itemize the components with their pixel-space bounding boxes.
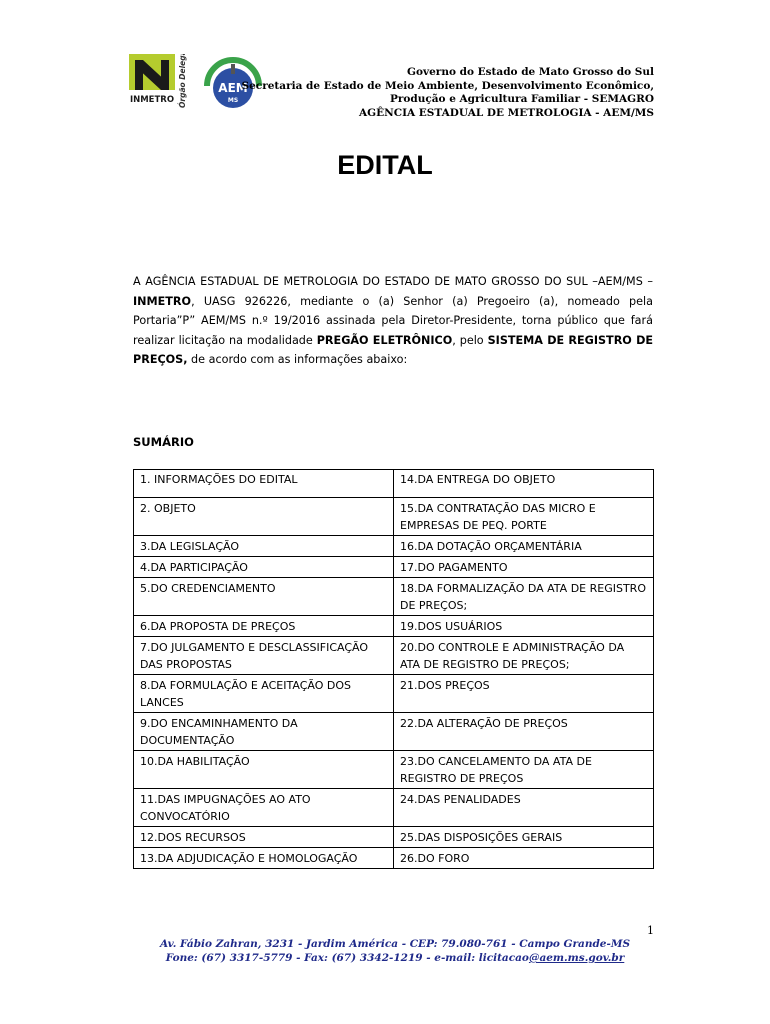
sumario-cell-right: 26.DO FORO [394, 848, 654, 869]
header-org-text [242, 66, 654, 120]
footer-contact [0, 951, 770, 965]
footer-address: Av. Fábio Zahran, 3231 - Jardim América - CEP: 79.080-761 - Campo Grande-MS [159, 938, 631, 950]
sumario-cell-right: 25.DAS DISPOSIÇÕES GERAIS [394, 827, 654, 848]
sumario-cell-right: 24.DAS PENALIDADES [394, 789, 654, 827]
sumario-cell-left: 3.DA LEGISLAÇÃO [134, 536, 394, 557]
sumario-cell-right: 21.DOS PREÇOS [394, 675, 654, 713]
aem-logo-sub: MS [227, 97, 239, 104]
sumario-cell-right: 15.DA CONTRATAÇÃO DAS MICRO E EMPRESAS DE PEQ. PORTE [394, 498, 654, 536]
table-row [134, 557, 654, 578]
sumario-cell-right: 23.DO CANCELAMENTO DA ATA DE REGISTRO DE PREÇOS [394, 751, 654, 789]
sumario-cell-right: 17.DO PAGAMENTO [394, 557, 654, 578]
table-row [134, 751, 654, 789]
sumario-cell-left: 2. OBJETO [134, 498, 394, 536]
footer-email-link[interactable]: @aem.ms.gov.br [528, 952, 625, 964]
intro-text-1: A AGÊNCIA ESTADUAL DE METROLOGIA DO ESTADO DE MATO GROSSO DO SUL –AEM/MS – [133, 275, 653, 288]
footer [0, 937, 770, 965]
sumario-table [133, 469, 654, 869]
sumario-cell-left: 5.DO CREDENCIAMENTO [134, 578, 394, 616]
page-number: 1 [647, 924, 654, 937]
sumario-cell-left: 8.DA FORMULAÇÃO E ACEITAÇÃO DOS LANCES [134, 675, 394, 713]
sumario-cell-right: 16.DA DOTAÇÃO ORÇAMENTÁRIA [394, 536, 654, 557]
table-row [134, 713, 654, 751]
table-row [134, 848, 654, 869]
sumario-cell-right: 14.DA ENTREGA DO OBJETO [394, 470, 654, 498]
sumario-cell-left: 1. INFORMAÇÕES DO EDITAL [134, 470, 394, 498]
intro-text-3: , pelo [452, 333, 488, 347]
intro-text-4: de acordo com as informações abaixo: [187, 353, 408, 366]
inmetro-logo-text: INMETRO [129, 95, 175, 105]
intro-text-2: , UASG 926226, mediante o (a) Senhor (a) Pregoeiro (a), nomeado pela Portaria”P” AEM/MS n.º 19/2016 assinada pela Diretor-Presidente, torna público que fará realizar licitação na modalidade [133, 294, 653, 347]
sumario-cell-right: 18.DA FORMALIZAÇÃO DA ATA DE REGISTRO DE PREÇOS; [394, 578, 654, 616]
table-row [134, 536, 654, 557]
footer-contact-text: Fone: (67) 3317-5779 - Fax: (67) 3342-1219 - e-mail: licitacao [165, 952, 529, 964]
sumario-cell-right: 19.DOS USUÁRIOS [394, 616, 654, 637]
document-title: EDITAL [337, 150, 433, 180]
intro-bold-pregao: PREGÃO ELETRÔNICO [316, 333, 453, 347]
table-row [134, 827, 654, 848]
header-line-4: AGÊNCIA ESTADUAL DE METROLOGIA - AEM/MS [359, 106, 654, 119]
sumario-heading: SUMÁRIO [133, 435, 194, 449]
inmetro-logo-side: Órgão Delegado [178, 54, 187, 108]
header-line-2: Secretaria de Estado de Meio Ambiente, Desenvolvimento Econômico, [241, 79, 654, 92]
sumario-cell-left: 11.DAS IMPUGNAÇÕES AO ATO CONVOCATÓRIO [134, 789, 394, 827]
sumario-cell-left: 10.DA HABILITAÇÃO [134, 751, 394, 789]
intro-bold-inmetro: INMETRO [133, 294, 192, 308]
header-line-1: Governo do Estado de Mato Grosso do Sul [407, 66, 654, 78]
table-row [134, 789, 654, 827]
table-row [134, 616, 654, 637]
table-row [134, 675, 654, 713]
table-row [134, 637, 654, 675]
sumario-cell-right: 22.DA ALTERAÇÃO DE PREÇOS [394, 713, 654, 751]
sumario-cell-left: 13.DA ADJUDICAÇÃO E HOMOLOGAÇÃO [134, 848, 394, 869]
intro-bold-srp: SISTEMA DE REGISTRO DE PREÇOS, [133, 333, 654, 366]
inmetro-logo [129, 54, 199, 110]
sumario-cell-left: 6.DA PROPOSTA DE PREÇOS [134, 616, 394, 637]
sumario-cell-right: 20.DO CONTROLE E ADMINISTRAÇÃO DA ATA DE REGISTRO DE PREÇOS; [394, 637, 654, 675]
sumario-cell-left: 7.DO JULGAMENTO E DESCLASSIFICAÇÃO DAS PROPOSTAS [134, 637, 394, 675]
sumario-cell-left: 12.DOS RECURSOS [134, 827, 394, 848]
table-row [134, 578, 654, 616]
header-line-3: Produção e Agricultura Familiar - SEMAGRO [389, 93, 654, 105]
table-row [134, 470, 654, 498]
sumario-cell-left: 9.DO ENCAMINHAMENTO DA DOCUMENTAÇÃO [134, 713, 394, 751]
sumario-cell-left: 4.DA PARTICIPAÇÃO [134, 557, 394, 578]
table-row [134, 498, 654, 536]
aem-logo-text: AEM [218, 81, 248, 95]
intro-paragraph [133, 272, 653, 370]
